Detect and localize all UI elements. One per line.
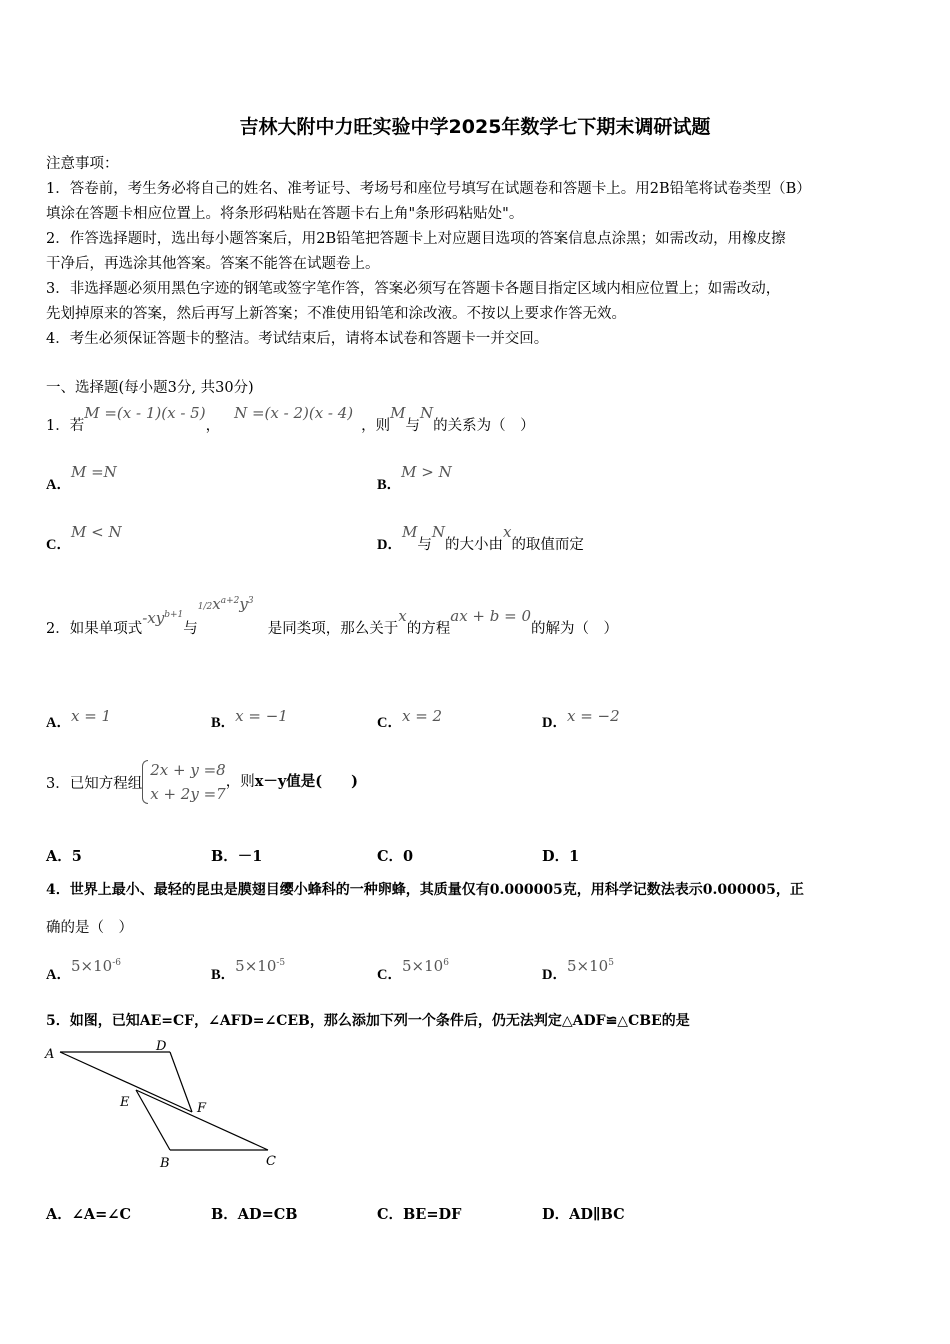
option-label: A． <box>46 715 71 731</box>
q2-option-a[interactable] <box>46 707 112 732</box>
question-4-line-2: 确的是（ ） <box>46 920 133 936</box>
option-tail: 的取值而定 <box>511 537 584 553</box>
notice-heading: 注意事项： <box>46 156 119 172</box>
q1-m-expression: M =(x - 1)(x - 5) <box>84 404 206 422</box>
question-2 <box>46 595 619 638</box>
label-a: A <box>45 1047 55 1062</box>
q2-and: 与 <box>183 621 198 637</box>
q5-option-c[interactable]: C．BE=DF <box>377 1206 462 1223</box>
label-f: F <box>197 1101 207 1116</box>
option-expression: M =N <box>70 463 117 481</box>
option-label: A． <box>46 477 71 493</box>
segment-ec <box>136 1090 268 1150</box>
q2-term2-coefficient: 1/2 <box>197 602 213 612</box>
notice-line-7: 4．考生必须保证答题卡的整洁。考试结束后，请将本试卷和答题卡一并交回。 <box>46 331 549 347</box>
option-label: D． <box>542 715 567 731</box>
option-label: C． <box>377 967 402 983</box>
q1-m: M <box>390 404 406 422</box>
q3-option-d[interactable]: D．1 <box>542 848 580 865</box>
q3-equation-2: x + 2y =7 <box>150 785 226 803</box>
q3-option-b[interactable]: B．－1 <box>211 848 263 865</box>
notice-line-2: 填涂在答题卡相应位置上。将条形码粘贴在答题卡右上角"条形码粘贴处"。 <box>46 206 524 222</box>
question-1 <box>46 404 535 435</box>
q1-option-d[interactable] <box>377 523 584 554</box>
q4-option-a[interactable] <box>46 957 121 984</box>
q2-option-d[interactable] <box>542 707 620 732</box>
question-4-line-1: 4．世界上最小、最轻的昆虫是膜翅目缨小蜂科的一种卵蜂，其质量仅有0.000005克，用科学记数法表示0.000005，正 <box>46 882 804 898</box>
option-expression: M > N <box>401 463 452 481</box>
option-label: B． <box>211 715 236 731</box>
page-title: 吉林大附中力旺实验中学2025年数学七下期末调研试题 <box>239 116 711 138</box>
q1-n-expression: N =(x - 2)(x - 4) <box>234 404 354 422</box>
q2-equation: ax + b = 0 <box>450 607 532 625</box>
notice-line-6: 先划掉原来的答案，然后再写上新答案；不准使用铅笔和涂改液。不按以上要求作答无效。 <box>46 306 626 322</box>
q1-n: N <box>420 404 434 422</box>
option-exponent: 6 <box>443 958 449 968</box>
option-expression: x = −2 <box>566 707 620 725</box>
q4-option-d[interactable] <box>542 957 614 984</box>
option-expression: x = −1 <box>235 707 288 725</box>
label-d: D <box>156 1039 167 1054</box>
option-base: 5×10 <box>70 957 113 975</box>
option-m: M <box>401 523 418 541</box>
q3-expression: x－y <box>254 773 287 790</box>
q2-option-c[interactable] <box>377 707 443 732</box>
option-exponent: 5 <box>608 958 614 968</box>
q2-term2-y-exponent: 3 <box>247 596 254 606</box>
q3-option-a[interactable]: A．5 <box>46 848 82 865</box>
q2-term1-exponent: b+1 <box>164 610 184 620</box>
q3-number: 3．已知方程组 <box>46 776 143 792</box>
option-label: C． <box>46 537 71 553</box>
label-e: E <box>120 1095 130 1110</box>
q3-equation-1: 2x + y =8 <box>150 761 226 779</box>
q1-comma: ， <box>205 418 221 434</box>
q2-term1: -xy <box>142 609 165 627</box>
label-c: C <box>266 1154 276 1169</box>
option-expression: M < N <box>70 523 122 541</box>
q2-mid2: 的方程 <box>406 621 451 637</box>
option-expression: x = 2 <box>401 707 443 725</box>
q2-option-b[interactable] <box>211 707 288 732</box>
q2-mid: 是同类项，那么关于 <box>267 621 399 637</box>
q2-x: x <box>398 607 407 625</box>
option-x: x <box>502 523 512 541</box>
section-heading: 一、选择题(每小题3分, 共30分) <box>46 380 254 396</box>
q5-option-a[interactable]: A．∠A=∠C <box>46 1206 131 1223</box>
notice-line-5: 3．非选择题必须用黑色字迹的钢笔或签字笔作答，答案必须写在答题卡各题目指定区域内相应位置上；如需改动， <box>46 281 781 297</box>
q3-tail: 值是( ) <box>286 773 359 790</box>
q2-term2-y: y <box>239 595 248 613</box>
q4-option-c[interactable] <box>377 957 449 984</box>
option-exponent: -5 <box>276 958 286 968</box>
q1-and: 与 <box>405 418 421 434</box>
option-base: 5×10 <box>401 957 444 975</box>
q3-then: ，则 <box>225 774 255 790</box>
option-mid: 的大小由 <box>444 537 503 553</box>
q5-geometry-figure <box>40 1034 290 1174</box>
q5-option-d[interactable]: D．AD∥BC <box>542 1206 625 1223</box>
segment-eb <box>136 1090 170 1150</box>
q1-then: ，则 <box>361 418 391 434</box>
option-and: 与 <box>417 537 432 553</box>
q3-option-c[interactable]: C．0 <box>377 848 414 865</box>
notice-line-3: 2．作答选择题时，选出每小题答案后，用2B铅笔把答题卡上对应题目选项的答案信息点涂黑；如需改动，用橡皮擦 <box>46 231 786 247</box>
q2-term2-x-exponent: a+2 <box>220 596 240 606</box>
notice-line-1: 1．答卷前，考生务必将自己的姓名、准考证号、考场号和座位号填写在试题卷和答题卡上。用2B铅笔将试卷类型（B） <box>46 181 811 197</box>
option-exponent: -6 <box>112 958 121 968</box>
q1-number: 1．若 <box>46 418 85 434</box>
option-label: B． <box>377 477 402 493</box>
option-base: 5×10 <box>566 957 609 975</box>
q5-option-b[interactable]: B．AD=CB <box>211 1206 298 1223</box>
option-expression: x = 1 <box>70 707 112 725</box>
option-label: A． <box>46 967 71 983</box>
label-b: B <box>160 1156 170 1171</box>
notice-line-4: 干净后，再选涂其他答案。答案不能答在试题卷上。 <box>46 256 380 272</box>
q1-tail: 的关系为（ ） <box>433 418 535 434</box>
option-label: D． <box>542 967 567 983</box>
q1-option-b[interactable] <box>377 463 452 494</box>
q1-option-a[interactable] <box>46 463 117 494</box>
option-n: N <box>431 523 445 541</box>
q2-tail: 的解为（ ） <box>531 621 619 637</box>
option-label: C． <box>377 715 402 731</box>
q2-term2-x: x <box>212 595 221 613</box>
q1-option-c[interactable] <box>46 523 122 554</box>
question-5: 5．如图，已知AE=CF，∠AFD=∠CEB，那么添加下列一个条件后，仍无法判定△ADF≌△CBE的是 <box>46 1013 690 1029</box>
q3-equation-system <box>142 758 225 806</box>
question-3 <box>46 758 358 806</box>
option-base: 5×10 <box>235 957 277 975</box>
q4-option-b[interactable] <box>211 957 286 984</box>
option-label: B． <box>211 967 236 983</box>
option-label: D． <box>377 537 402 553</box>
q2-number: 2．如果单项式 <box>46 621 143 637</box>
